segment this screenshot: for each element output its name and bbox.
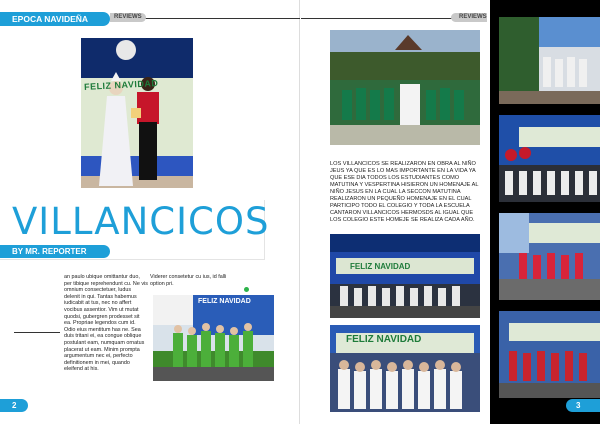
photo-stage-banner-text: FELIZ NAVIDAD	[350, 262, 411, 271]
photo-green-choir-art	[153, 295, 274, 381]
sidebar-photo-3-art	[499, 213, 600, 300]
pullquote-rule	[14, 332, 60, 333]
photo-stage-children	[330, 234, 480, 318]
photo-nun-teacher-art	[81, 38, 193, 188]
photo-nun-banner-text: FELIZ NAVIDAD	[83, 78, 159, 92]
reviews-tab-left: REVIEWS	[110, 13, 146, 22]
sidebar-photo-4	[499, 311, 600, 398]
section-tag: EPOCA NAVIDEÑA	[0, 12, 110, 26]
sidebar-photo-1	[499, 17, 600, 104]
page-number-right: 3	[566, 399, 600, 412]
article-text-right: LOS VILLANCICOS SE REALIZARON EN OBRA AL NIÑO JEUS YA QUE ES LO MAS IMPORTANTE EN LA VIDA YA QUE ESE DIA TODOS LOS ESTUDIANTES COMO MATUTINA Y VESPERTINA HISIERON UN HOMENAJE AL NIÑO JESUS EN LA CUAL LA SECCON MATUTINA REALIZARON UN PEQUEÑO HOMENAJE EN EL CUAL PARTICIPO TODO EL COLEGIO Y TODA LA ESCUELA CANTARON VILLANCICOS HERMOSDS AL IGUAL QUE LOS COLEGIO ESTE HOMEJE SE REALIZA CADA AÑO.	[330, 161, 479, 223]
page-number-left: 2	[0, 399, 28, 412]
article-column-1: an paulo ubique omittantur duo, per tibique reprehendunt cu. Ne vis omnium consectetuer, ludus delenit in qui. Tantas habemus iudicabit at tus, nec no affert vocibus assentior. Vim ut mutat quodsi, gubergren prodesset sit ea. Propriae legendos cum id. Odio eius mentitum has ne. Sea duis tritani ei, ea congue oblique postulant eam, numquam ornatus placerat ut eam. Minim prompta argumentum nec ei, perfecto definitionem in mei, quando eleifend at his.	[64, 274, 148, 373]
bullet-icon	[244, 287, 249, 292]
sidebar-photo-1-art	[499, 17, 600, 104]
photo-stage-children-art	[330, 234, 480, 318]
photo-group-portrait-art	[330, 30, 480, 145]
photo-white-banner-text: FELIZ NAVIDAD	[346, 334, 422, 345]
photo-nun-teacher	[81, 38, 193, 188]
page-title: VILLANCICOS	[12, 200, 270, 243]
sidebar-photo-3	[499, 213, 600, 300]
sidebar-photo-2	[499, 115, 600, 202]
sidebar-photo-4-art	[499, 311, 600, 398]
article-column-2: Viderer consetetur cu ius, id falli option pri.	[150, 274, 227, 287]
photo-green-choir	[153, 295, 274, 381]
photo-green-banner-text: FELIZ NAVIDAD	[198, 298, 251, 305]
byline: BY MR. REPORTER	[0, 245, 110, 258]
sidebar-photo-2-art	[499, 115, 600, 202]
photo-group-portrait	[330, 30, 480, 145]
reviews-tab-right: REVIEWS	[451, 13, 487, 22]
